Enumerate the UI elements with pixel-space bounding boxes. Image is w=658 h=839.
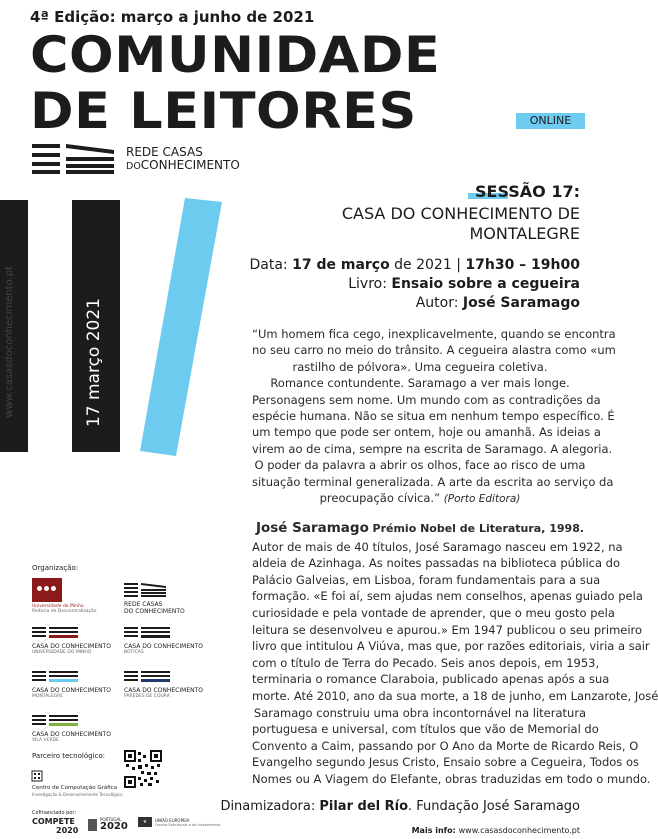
ccg-logo: Centro de Computação Gráfica Investigação & Desenvolvimento Tecnológico (32, 766, 123, 797)
portugal2020-logo: PORTUGAL 2020 (88, 817, 128, 832)
session-title: SESSÃO 17: (475, 182, 580, 201)
facilitator: Dinamizadora: Pilar del Río. Fundação José Saramago (220, 799, 580, 814)
casa-logo-paredes: CASA DO CONHECIMENTO PAREDES DE COURA (124, 668, 203, 699)
compete-logo: COMPETE 2020 (32, 817, 79, 835)
qr-code-icon[interactable] (124, 750, 162, 788)
session-author: Autor: José Saramago (415, 295, 580, 311)
more-info: Mais info: www.casasdoconhecimento.pt (411, 826, 580, 835)
casa-bars-icon (124, 627, 170, 639)
blue-slanted-band (140, 198, 230, 458)
session-details (250, 256, 581, 313)
rede-logo-text: REDE CASAS DOCONHECIMENTO (126, 145, 240, 172)
edition-label: 4ª Edição: março a junho de 2021 (30, 8, 315, 26)
rede-small-bars-icon (124, 583, 166, 597)
bio-award: Prémio Nobel de Literatura, 1998. (372, 522, 585, 535)
casa-logo-vila-verde: CASA DO CONHECIMENTO VILA VERDE (32, 712, 111, 743)
eu-flag-icon: ★ (138, 817, 152, 827)
session-book: Livro: Ensaio sobre a cegueira (348, 276, 580, 292)
title-line2: DE LEITORES (30, 82, 417, 140)
organization-label: Organização: (32, 564, 79, 572)
title-line1: COMUNIDADE (30, 26, 441, 84)
session-venue: CASA DO CONHECIMENTO DE MONTALEGRE (341, 204, 580, 243)
quote-source: (Porto Editora) (443, 493, 521, 506)
casa-bars-icon (124, 671, 170, 683)
author-bio: José Saramago Prémio Nobel de Literatura, 1998. Autor de mais de 40 títulos, José Saramago nasceu em 1922, na aldeia de Azinhaga. As noites passadas na biblioteca pública do Palácio Galveias, em Lisboa, foram fundamentais para a sua formação. «E foi aí, sem ajudas nem conselhos, apenas guiado pela curiosidade e pela vontade de aprender, que o meu gosto pela leitura se desenvolveu e apurou.» Em 1947 publicou o seu primeiro livro que intitulou A Viúva, mas que, por razões editoriais, viria a sair com o título de Terra do Pecado. Seis anos depois, em 1953, terminaria o romance Claraboia, publicado apenas após a sua morte. Até 2010, ano da sua morte, a 18 de junho, em Lanzarote, José Saramago construiu uma obra incontornável na literatura portuguesa e universal, com títulos que vão de Memorial do Convento a Caim, passando por O Ano da Morte de Ricardo Reis, O Evangelho segundo Jesus Cristo, Ensaio sobre a Cegueira, Todos os Nomes ou A Viagem do Elefante, obras traduzidas em todo o mundo. (252, 520, 658, 786)
partner-label: Parceiro tecnológico: (32, 752, 105, 760)
casa-bars-icon (32, 627, 78, 639)
casa-logo-montalegre: CASA DO CONHECIMENTO MONTALEGRE (32, 668, 111, 699)
ccg-grid-icon (32, 771, 42, 781)
bio-name: José Saramago (255, 520, 369, 536)
rede-logo-bars (32, 144, 114, 174)
casa-bars-icon (32, 671, 78, 683)
portugal-flag-icon (88, 819, 97, 831)
cofinance-label: Cofinanciado por: (32, 810, 77, 816)
website-vertical: www.casasdoconhecimento.pt (4, 266, 15, 418)
uminho-logo: Universidade do Minho Reitoria de Descentralização (32, 578, 96, 614)
online-badge: ONLINE (516, 113, 585, 129)
casa-logo-boticas: CASA DO CONHECIMENTO BOTICAS (124, 624, 203, 655)
eu-logo: ★ UNIÃO EUROPEIA Fundos Estruturais e de Investimento (138, 817, 220, 827)
uminho-emblem-icon (32, 578, 62, 602)
casa-logo-uminho: CASA DO CONHECIMENTO UNIVERSIDADE DO MINHO (32, 624, 111, 655)
casa-bars-icon (32, 715, 78, 727)
session-date: Data: 17 de março de 2021 | 17h30 – 19h00 (249, 257, 580, 273)
date-vertical: 17 março 2021 (84, 298, 104, 428)
more-info-link[interactable]: www.casasdoconhecimento.pt (458, 826, 580, 835)
book-synopsis: “Um homem fica cego, inexplicavelmente, quando se encontra no seu carro no meio do trânsito. A cegueira alastra como «um rastilho de pólvora». Uma cegueira coletiva. Romance contundente. Saramago a ver mais longe. Personagens sem nome. Um mundo com as contradições da espécie humana. Não se situa em nenhum tempo específico. É um tempo que pode ser ontem, hoje ou amanhã. As ideias a virem ao de cima, sempre na escrita de Saramago. A alegoria. O poder da palavra a abrir os olhos, face ao risco de uma situação terminal generalizada. A arte da escrita ao serviço da preocupação cívica.” (Porto Editora) (252, 327, 616, 506)
rede-small-logo: REDE CASAS DO CONHECIMENTO (124, 582, 185, 615)
